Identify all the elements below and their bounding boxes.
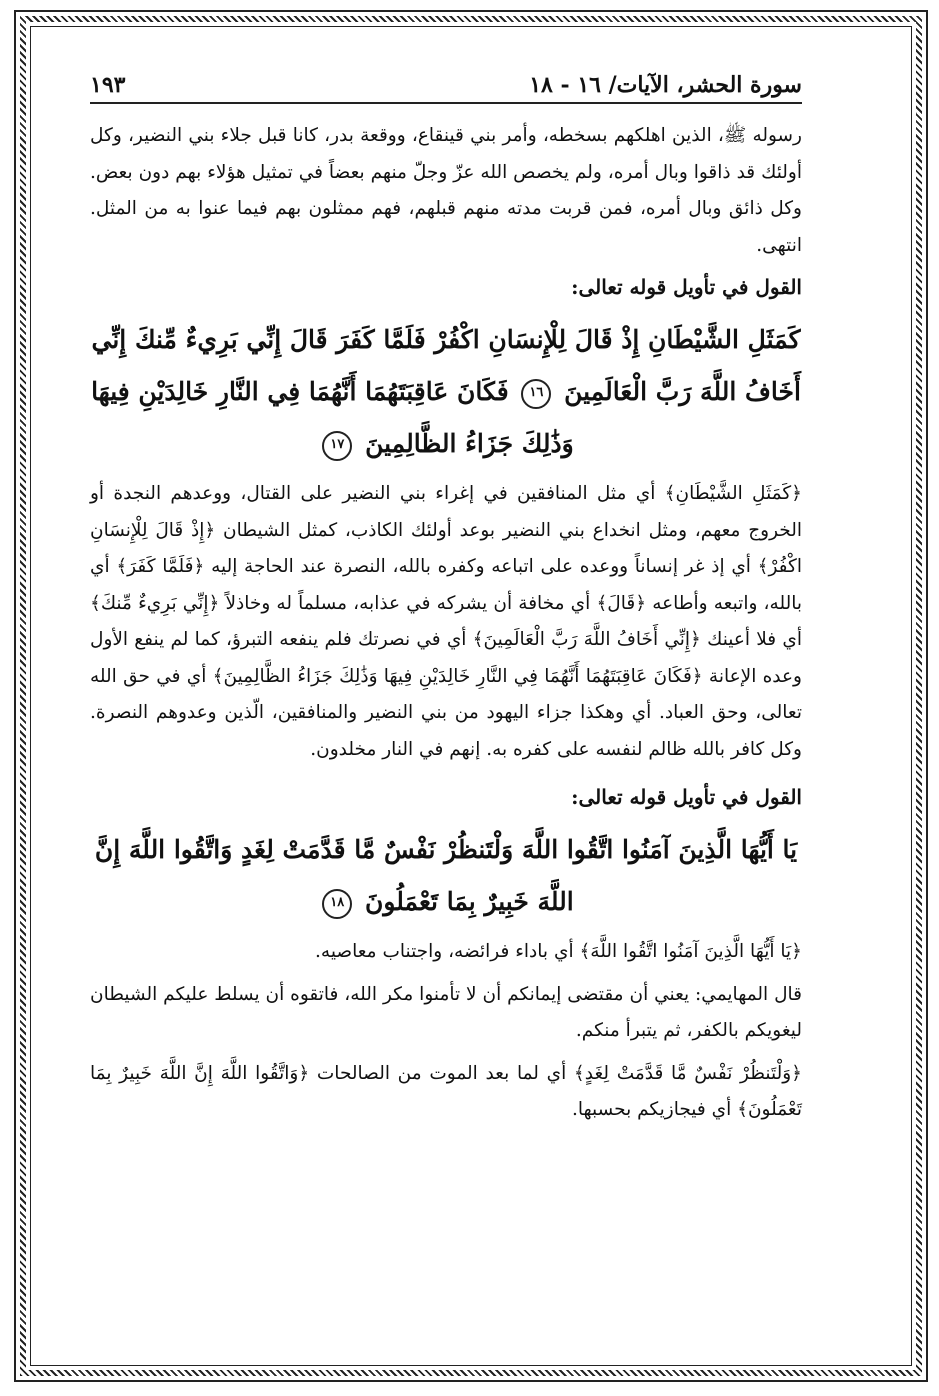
- verse-number-18: ١٨: [322, 889, 352, 919]
- quran-verse-block-1: [90, 314, 802, 470]
- paragraph-4: قال المهايمي: يعني أن مقتضى إيمانكم أن لا تأمنوا مكر الله، فاتقوه أن يسلط عليكم الشيطان ليغويكم بالكفر، ثم يتبرأ منكم.: [90, 983, 802, 1041]
- paragraph-5: ﴿وَلْتَنظُرْ نَفْسٌ مَّا قَدَّمَتْ لِغَدٍ﴾ أي لما بعد الموت من الصالحات ﴿وَاتَّقُوا اللَّهَ إِنَّ اللَّهَ خَبِيرٌ بِمَا تَعْمَلُونَ﴾ أي فيجازيكم بحسبها.: [90, 1062, 802, 1120]
- verse-number-16: ١٦: [521, 379, 551, 409]
- verse-number-17: ١٧: [322, 431, 352, 461]
- section-heading-1: القول في تأويل قوله تعالى:: [571, 275, 802, 299]
- verse-18-text: يَا أَيُّهَا الَّذِينَ آمَنُوا اتَّقُوا اللَّهَ وَلْتَنظُرْ نَفْسٌ مَّا قَدَّمَتْ لِغَدٍ وَاتَّقُوا اللَّهَ إِنَّ اللَّهَ خَبِيرٌ بِمَا تَعْمَلُونَ: [94, 835, 798, 916]
- running-header: [90, 60, 802, 104]
- page-number: ١٩٣: [90, 72, 126, 98]
- paragraph-1: رسوله ﷺ، الذين اهلكهم بسخطه، وأمر بني قينقاع، ووقعة بدر، كانا قبل جلاء بني النضير، وكل أولئك قد ذاقوا وبال أمره، ولم يخصص الله عزّ وجلّ منهم بعضاً في تمثيل هؤلاء بهم دون بعض. وكل ذائق وبال أمره، فمن قربت مدته منهم قبلهم، فهم ممثلون بهم فيما عنوا به من المثل. انتهى.: [90, 125, 802, 256]
- section-heading-2: القول في تأويل قوله تعالى:: [571, 785, 802, 809]
- verse-16-text: كَمَثَلِ الشَّيْطَانِ إِذْ قَالَ لِلْإِنسَانِ اكْفُرْ فَلَمَّا كَفَرَ قَالَ إِنِّي بَرِيءٌ مِّنكَ إِنِّي أَخَافُ اللَّهَ رَبَّ الْعَالَمِينَ: [91, 325, 801, 406]
- header-title: سورة الحشر، الآيات/ ١٦ - ١٨: [529, 72, 802, 98]
- page-content: [90, 60, 802, 1350]
- quran-verse-block-2: [90, 824, 802, 928]
- paragraph-3: ﴿يَا أَيُّهَا الَّذِينَ آمَنُوا اتَّقُوا اللَّهَ﴾ أي باداء فرائضه، واجتناب معاصيه.: [315, 941, 802, 962]
- paragraph-2: ﴿كَمَثَلِ الشَّيْطَانِ﴾ أي مثل المنافقين في إغراء بني النضير على القتال، ووعدهم النجدة أو الخروج معهم، ومثل انخداع بني النضير بوعد أولئك الكاذب، كمثل الشيطان ﴿إِذْ قَالَ لِلْإِنسَانِ اكْفُرْ﴾ أي إذ غر إنساناً ووعده على اتباعه وكفره بالله، النصرة عند الحاجة إليه ﴿فَلَمَّا كَفَرَ﴾ أي بالله، واتبعه وأطاعه ﴿قَالَ﴾ أي مخافة أن يشركه في عذابه، مسلماً له وخاذلاً ﴿إِنِّي بَرِيءٌ مِّنكَ﴾ أي فلا أعينك ﴿إِنِّي أَخَافُ اللَّهَ رَبَّ الْعَالَمِينَ﴾ أي في نصرتك فلم ينفعه التبرؤ، كما لم ينفع الأول وعده الإعانة ﴿فَكَانَ عَاقِبَتَهُمَا أَنَّهُمَا فِي النَّارِ خَالِدَيْنِ فِيهَا وَذَٰلِكَ جَزَاءُ الظَّالِمِينَ﴾ أي في حق الله تعالى، وحق العباد. أي وهكذا جزاء اليهود من بني النضير والمنافقين، الّذين وعدوهم النصرة. وكل كافر بالله ظالم لنفسه على كفره به. إنهم في النار مخلدون.: [90, 483, 802, 760]
- verse-17-text: فَكَانَ عَاقِبَتَهُمَا أَنَّهُمَا فِي النَّارِ خَالِدَيْنِ فِيهَا وَذَٰلِكَ جَزَاءُ الظَّالِمِينَ: [91, 377, 574, 458]
